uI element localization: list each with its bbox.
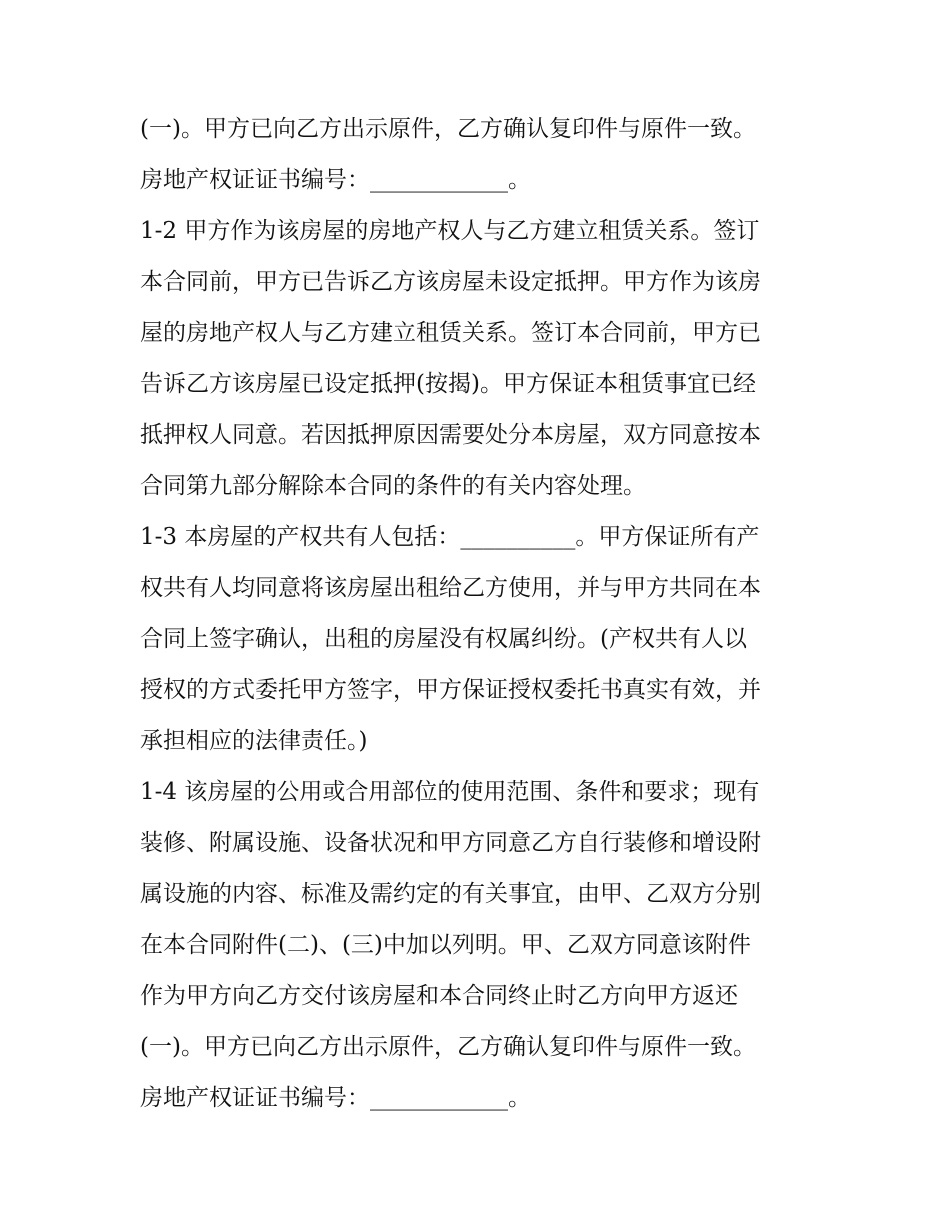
text-line: 1-2 甲方作为该房屋的房地产权人与乙方建立租赁关系。签订 (140, 218, 760, 244)
text-line: 合同上签字确认，出租的房屋没有权属纠纷。(产权共有人以 (140, 626, 747, 652)
text-line: 房地产权证证书编号：____________。 (140, 167, 531, 193)
text-line: 1-4 该房屋的公用或合用部位的使用范围、条件和要求；现有 (140, 779, 760, 805)
text-line: 授权的方式委托甲方签字，甲方保证授权委托书真实有效，并 (140, 677, 761, 703)
text-line: 1-3 本房屋的产权共有人包括：__________。甲方保证所有产 (140, 524, 760, 550)
text-line: 承担相应的法律责任。) (140, 728, 368, 754)
text-line: 在本合同附件(二)、(三)中加以列明。甲、乙双方同意该附件 (140, 932, 751, 958)
text-line: 权共有人均同意将该房屋出租给乙方使用，并与甲方共同在本 (140, 575, 761, 601)
text-line: 作为甲方向乙方交付该房屋和本合同终止时乙方向甲方返还 (140, 983, 738, 1009)
text-line: 抵押权人同意。若因抵押原因需要处分本房屋，双方同意按本 (140, 422, 761, 448)
text-line: 本合同前，甲方已告诉乙方该房屋未设定抵押。甲方作为该房 (140, 269, 761, 295)
text-line: (一)。甲方已向乙方出示原件，乙方确认复印件与原件一致。 (140, 1034, 756, 1060)
text-line: (一)。甲方已向乙方出示原件，乙方确认复印件与原件一致。 (140, 116, 756, 142)
text-line: 装修、附属设施、设备状况和甲方同意乙方自行装修和增设附 (140, 830, 761, 856)
text-line: 合同第九部分解除本合同的条件的有关内容处理。 (140, 473, 646, 499)
text-line: 告诉乙方该房屋已设定抵押(按揭)。甲方保证本租赁事宜已经 (140, 371, 756, 397)
text-line: 房地产权证证书编号：____________。 (140, 1085, 531, 1111)
text-line: 屋的房地产权人与乙方建立租赁关系。签订本合同前，甲方已 (140, 320, 761, 346)
document-body (140, 104, 820, 1124)
text-line: 属设施的内容、标准及需约定的有关事宜，由甲、乙双方分别 (140, 881, 761, 907)
